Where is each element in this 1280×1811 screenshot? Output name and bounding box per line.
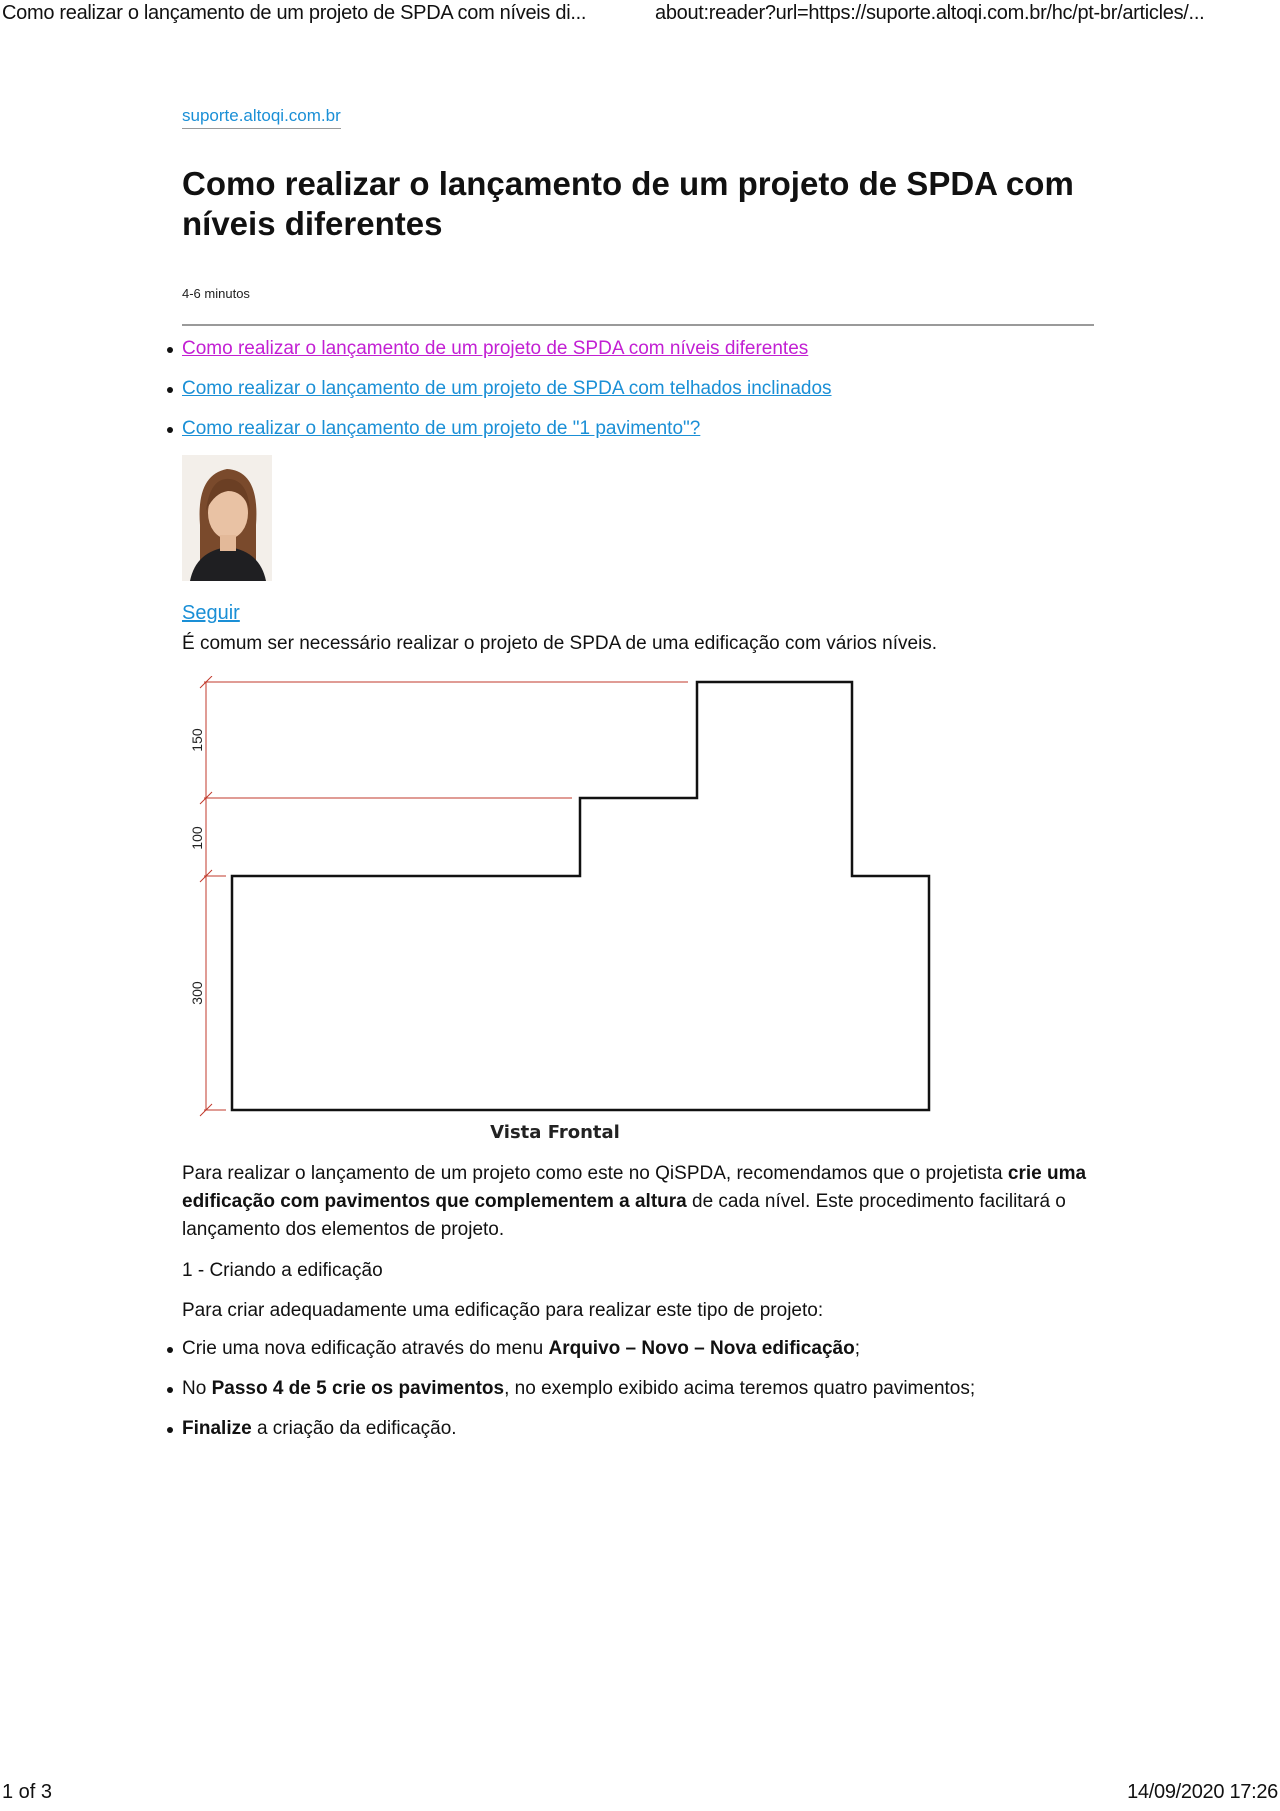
related-links-list — [182, 337, 832, 457]
follow-link[interactable]: Seguir — [182, 602, 240, 624]
paragraph-recommendation — [182, 1160, 1094, 1244]
step-emphasis: Arquivo – Novo – Nova edificação — [548, 1338, 855, 1359]
steps-list — [182, 1337, 975, 1457]
figure-caption: Vista Frontal — [490, 1122, 620, 1143]
list-item — [182, 417, 832, 457]
step-text: , no exemplo exibido acima teremos quatro pavimentos; — [504, 1378, 976, 1399]
paragraph-emphasis: crie uma edificação com pavimentos que complementem a altura — [182, 1163, 1087, 1212]
header-divider — [182, 324, 1094, 326]
page-counter: 1 of 3 — [2, 1781, 53, 1803]
print-footer — [0, 1778, 1280, 1808]
intro-paragraph: É comum ser necessário realizar o projeto de SPDA de uma edificação com vários níveis. — [182, 633, 938, 654]
list-item — [182, 377, 832, 417]
step-text: ; — [854, 1338, 860, 1359]
step-emphasis: Finalize — [182, 1418, 252, 1439]
paragraph-text: de cada nível. Este procedimento facilitará o lançamento dos elementos de projeto. — [182, 1191, 1066, 1240]
print-timestamp: 14/09/2020 17:26 — [1127, 1781, 1278, 1803]
related-link-1-pavimento[interactable]: Como realizar o lançamento de um projeto de "1 pavimento"? — [182, 418, 701, 439]
print-header-url: about:reader?url=https://suporte.altoqi.com.br/hc/pt-br/articles/... — [655, 2, 1205, 24]
source-domain-link[interactable]: suporte.altoqi.com.br — [182, 106, 341, 129]
author-photo-icon — [182, 455, 272, 581]
list-item — [182, 1337, 975, 1377]
reading-time: 4-6 minutos — [182, 286, 250, 301]
step-heading: 1 - Criando a edificação — [182, 1260, 383, 1281]
print-header-title: Como realizar o lançamento de um projeto de SPDA com níveis di... — [2, 2, 587, 24]
dim-label-150: 150 — [189, 728, 205, 752]
print-header — [0, 0, 1280, 28]
dim-label-100: 100 — [189, 826, 205, 850]
dim-label-300: 300 — [189, 981, 205, 1005]
building-elevation-diagram — [182, 676, 962, 1146]
related-link-niveis-diferentes[interactable]: Como realizar o lançamento de um projeto de SPDA com níveis diferentes — [182, 338, 809, 359]
paragraph-text: Para realizar o lançamento de um projeto como este no QiSPDA, recomendamos que o projetista — [182, 1163, 1008, 1184]
article-title: Como realizar o lançamento de um projeto de SPDA com níveis diferentes — [182, 165, 1074, 242]
step-text: No — [182, 1378, 212, 1399]
front-view-figure — [182, 676, 962, 1146]
step-intro: Para criar adequadamente uma edificação para realizar este tipo de projeto: — [182, 1300, 824, 1321]
list-item — [182, 337, 832, 377]
building-outline — [232, 682, 929, 1110]
step-text: Crie uma nova edificação através do menu — [182, 1338, 549, 1359]
step-text: a criação da edificação. — [251, 1418, 457, 1439]
step-emphasis: Passo 4 de 5 crie os pavimentos — [211, 1378, 505, 1399]
related-link-telhados-inclinados[interactable]: Como realizar o lançamento de um projeto de SPDA com telhados inclinados — [182, 378, 832, 399]
author-avatar — [182, 455, 272, 581]
list-item — [182, 1377, 975, 1417]
list-item — [182, 1417, 975, 1457]
